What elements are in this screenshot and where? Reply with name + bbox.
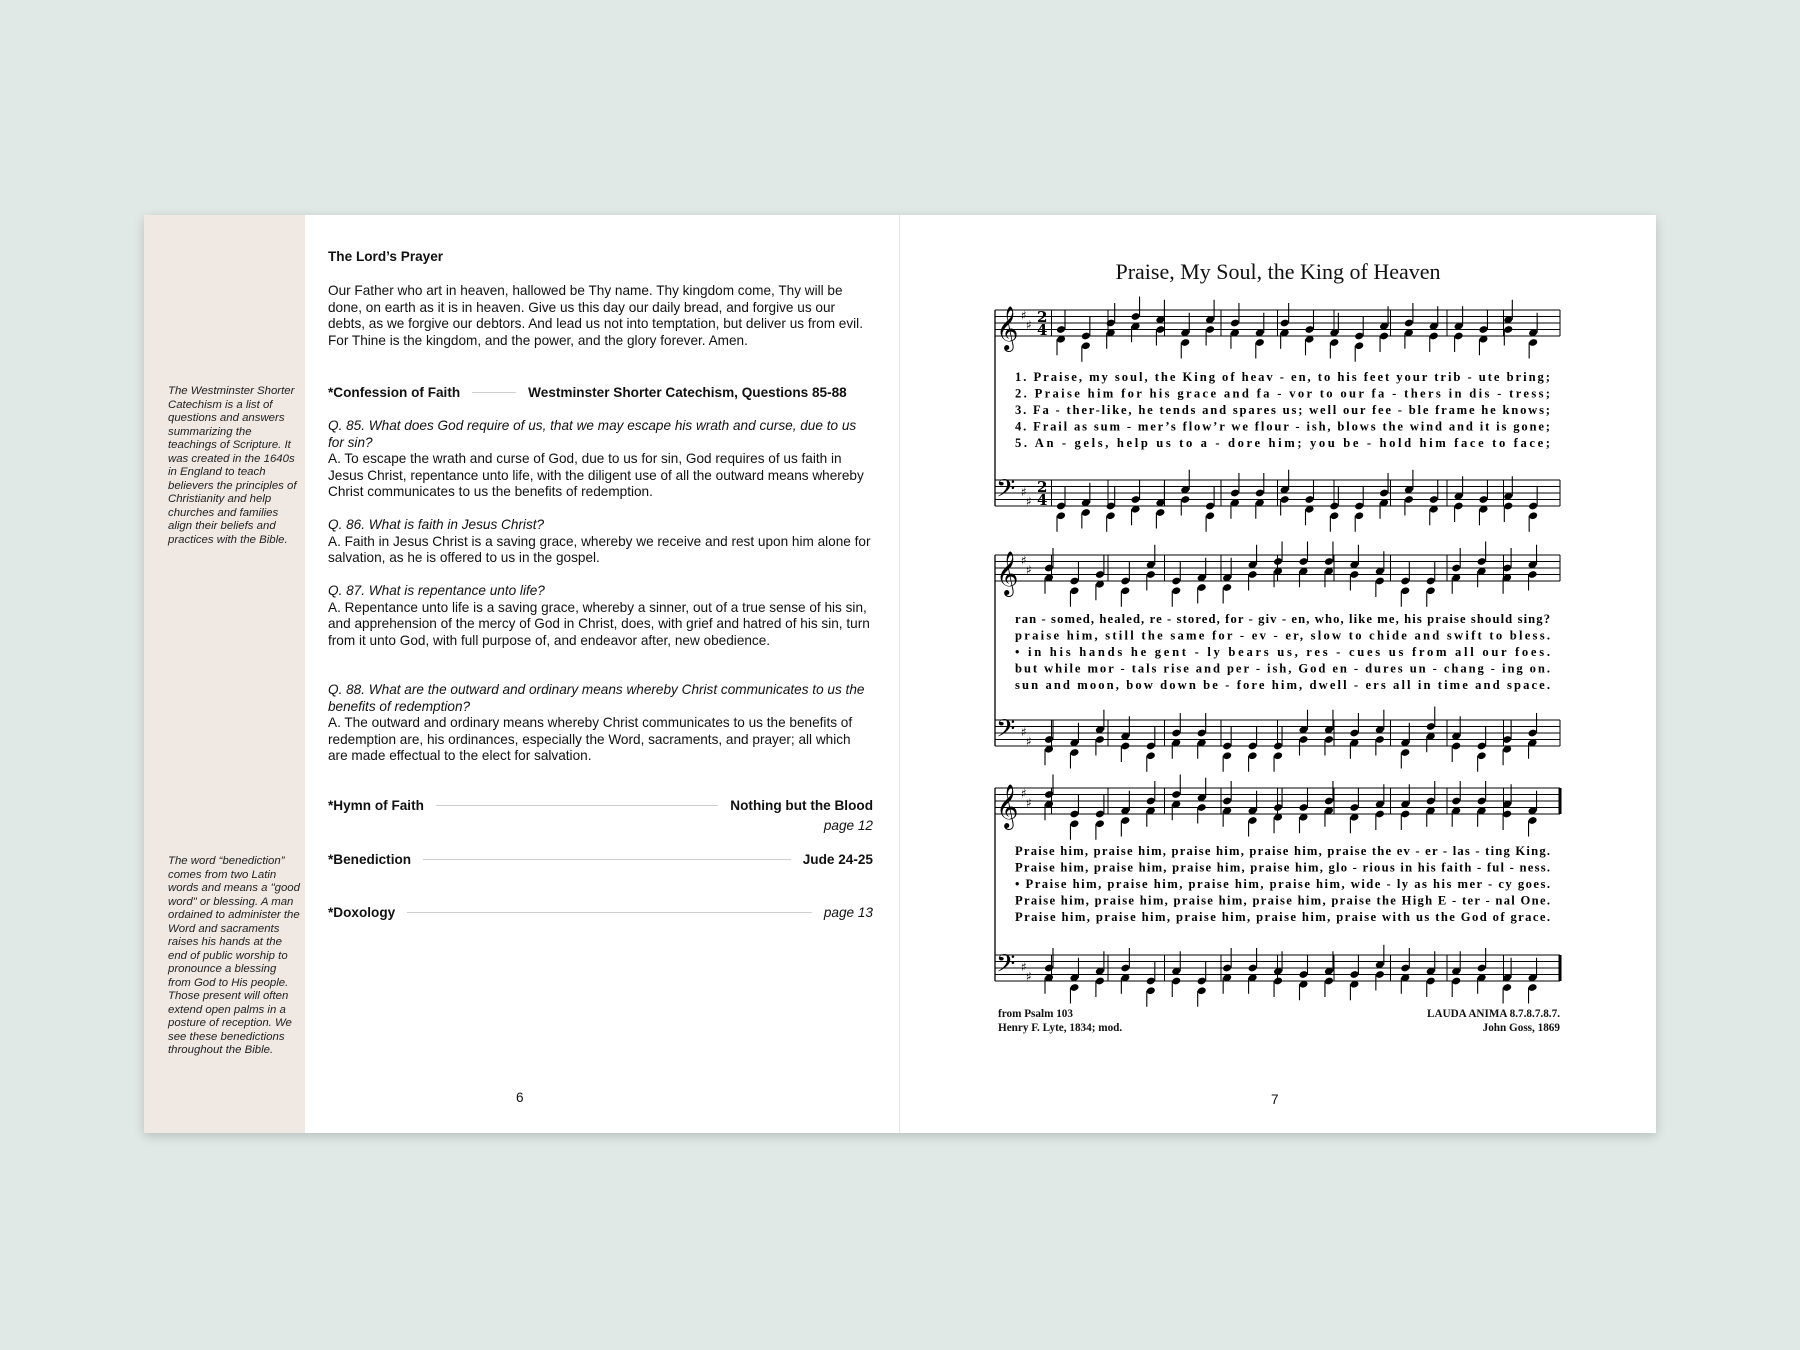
system-3-lyrics — [1015, 844, 1550, 924]
bass-clef-icon: 𝄢 — [996, 474, 1016, 510]
treble-clef-icon: 𝄞 — [996, 551, 1019, 595]
catechism-side-note: The Westminster Shorter Catechism is a list of questions and answers summarizing the teachings of Scripture. It was created in the 1640s in England to teach believers the principles of Christianity and help churches and families align their beliefs and practices with the Bible. — [168, 385, 297, 546]
answer-text: A. To escape the wrath and curse of God, due to us for sin, God requires of us faith in Jesus Christ, repentance unto life, with the diligent use of all the outward means whereby Christ communicates to us the benefits of redemption. — [328, 451, 864, 499]
hymn-of-faith-row — [328, 798, 873, 818]
lyric-line: 4. Frail as sum - mer’s flow’r we flour - ish, blows the wind and it is gone; — [1015, 419, 1550, 434]
lyric-line: 2. Praise him for his grace and fa - vor to our fa - thers in dis - tress; — [1015, 386, 1550, 401]
bass-clef-icon: 𝄢 — [996, 949, 1016, 985]
sharp-icon: ♯ — [1026, 969, 1032, 984]
confession-source: Westminster Shorter Catechism, Questions 85-88 — [528, 385, 847, 400]
treble-clef-icon: 𝄞 — [996, 784, 1019, 828]
lyrics — [1015, 370, 1550, 924]
system-1-lyrics — [1015, 370, 1550, 450]
hymn-score — [900, 215, 1656, 1133]
lyric-line: 5. An - gels, help us to a - dore him; you be - hold him face to face; — [1015, 436, 1551, 450]
leader-line — [407, 912, 812, 913]
lyric-line: Praise him, praise him, praise him, praise him, glo - rious in his faith - ful - ness. — [1015, 860, 1550, 875]
confession-label: *Confession of Faith — [328, 385, 461, 400]
system-3-bass-notes — [1044, 945, 1538, 1007]
answer-text: A. Repentance unto life is a saving grace, whereby a sinner, out of a true sense of his sin, and apprehension of the mercy of God in Christ, does, with grief and hatred of his sin, turn from it unto God, with full purpose of, and endeavor after, new obedience. — [328, 599, 870, 648]
lyric-line: Praise him, praise him, praise him, praise him, praise with us the God of grace. — [1015, 910, 1550, 924]
hymn-of-faith-label: *Hymn of Faith — [328, 798, 424, 813]
answer-text: A. Faith in Jesus Christ is a saving grace, whereby we receive and rest upon him alone for salvation, as he is offered to us in the gospel. — [328, 533, 871, 565]
answer-text: A. The outward and ordinary means whereby Christ communicates to us the benefits of redemption are, his ordinances, especially the Word, sacraments, and prayer; all which are made effectual to the elect for salvation. — [328, 715, 853, 763]
lyric-line: 1. Praise, my soul, the King of heav - en, to his feet your trib - ute bring; — [1015, 370, 1550, 384]
question-text: Q. 87. What is repentance unto life? — [328, 583, 545, 598]
sharp-icon: ♯ — [1021, 308, 1027, 323]
sharp-icon: ♯ — [1021, 725, 1027, 739]
catechism-q88 — [328, 682, 873, 765]
time-signature: 2 — [1037, 308, 1048, 326]
sharp-icon: ♯ — [1026, 494, 1032, 509]
sharp-icon: ♯ — [1026, 318, 1032, 332]
lyric-line: ran - somed, healed, re - stored, for - giv - en, who, like me, his praise should sing? — [1015, 612, 1550, 626]
catechism-q86 — [328, 517, 873, 567]
hymn-tune-credit — [1427, 1007, 1560, 1035]
lyric-line: • Praise him, praise him, praise him, praise him, wide - ly as his mer - cy goes. — [1015, 877, 1550, 891]
lyric-line: Praise him, praise him, praise him, praise him, praise the ev - er - las - ting King. — [1015, 844, 1550, 858]
lords-prayer-text: Our Father who art in heaven, hallowed be Thy name. Thy kingdom come, Thy will be done, on earth as it is in heaven. Give us this day our daily bread, and forgive us our debts, as we forgive our debtors. And lead us not into temptation, but deliver us from evil. For Thine is the kingdom, and the power, and the glory forever. Amen. — [328, 283, 863, 348]
lords-prayer-title: The Lord’s Prayer — [328, 249, 444, 264]
treble-clef-icon: 𝄞 — [996, 306, 1019, 350]
hymn-title: Praise, My Soul, the King of Heaven — [1115, 259, 1441, 284]
sharp-icon: ♯ — [1021, 553, 1027, 568]
question-text: Q. 88. What are the outward and ordinary means whereby Christ communicates to us the benefits of redemption? — [328, 682, 865, 714]
page-number: 6 — [516, 1090, 524, 1105]
time-signature: 4 — [1037, 321, 1048, 339]
hymn-of-faith-title: Nothing but the Blood — [730, 798, 873, 813]
page-number: 7 — [1271, 1092, 1279, 1107]
left-page — [144, 215, 899, 1133]
sharp-icon: ♯ — [1021, 960, 1027, 974]
leader-line — [423, 859, 791, 860]
catechism-q85 — [328, 418, 873, 501]
lyric-line: but while mor - tals rise and per - ish, God en - dures un - chang - ing on. — [1015, 661, 1550, 676]
bass-clef-icon: 𝄢 — [996, 714, 1016, 750]
lyric-line: 3. Fa - ther-like, he tends and spares us; well our fee - ble frame he knows; — [1015, 403, 1550, 417]
lyric-line: sun and moon, bow down be - fore him, dwell - ers all in time and space. — [1015, 678, 1550, 692]
sharp-icon: ♯ — [1026, 563, 1032, 577]
doxology-page: page 13 — [823, 905, 873, 920]
system-2-lyrics — [1015, 612, 1550, 692]
doxology-row — [328, 905, 873, 925]
tune-name: LAUDA ANIMA 8.7.8.7.8.7. — [1426, 1008, 1560, 1020]
sharp-icon: ♯ — [1026, 796, 1032, 810]
question-text: Q. 86. What is faith in Jesus Christ? — [328, 517, 545, 532]
benediction-reference: Jude 24-25 — [802, 852, 873, 867]
confession-row — [328, 385, 873, 405]
time-signature: 2 — [1037, 478, 1048, 496]
leader-line — [436, 805, 718, 806]
hymn-of-faith-page: page 12 — [823, 818, 873, 833]
doxology-label: *Doxology — [328, 905, 396, 920]
right-page — [900, 215, 1656, 1133]
benediction-label: *Benediction — [328, 852, 412, 867]
time-signature: 4 — [1037, 491, 1048, 509]
tune-composer: John Goss, 1869 — [1482, 1022, 1560, 1034]
hymn-source-credit — [998, 1007, 1122, 1035]
text-source: from Psalm 103 — [998, 1008, 1073, 1020]
system-1-bass-notes — [1056, 470, 1538, 532]
benediction-side-note: The word “benediction” comes from two Latin words and means a "good word" or blessing. A man ordained to administer the Word and sacraments raises his hands at the end of public worship to pronounce a blessing from God to His people. Those present will often extend open palms in a posture of reception. We see these benedictions throughout the Bible. — [168, 855, 300, 1056]
benediction-row — [328, 852, 873, 872]
lyric-line: Praise him, praise him, praise him, praise him, praise the High E - ter - nal One. — [1015, 893, 1550, 908]
lyric-line: • in his hands he gent - ly bears us, res - cues us from all our foes. — [1015, 645, 1550, 659]
booklet-spread — [144, 215, 1656, 1133]
leader-line — [472, 392, 516, 393]
sidebar — [144, 215, 305, 1133]
catechism-q87 — [328, 583, 873, 649]
question-text: Q. 85. What does God require of us, that we may escape his wrath and curse, due to us for sin? — [328, 418, 857, 450]
sharp-icon: ♯ — [1021, 485, 1027, 499]
lyric-line: praise him, still the same for - ev - er, slow to chide and swift to bless. — [1015, 628, 1551, 643]
text-author: Henry F. Lyte, 1834; mod. — [998, 1022, 1123, 1034]
sharp-icon: ♯ — [1026, 734, 1032, 749]
sharp-icon: ♯ — [1021, 786, 1027, 801]
